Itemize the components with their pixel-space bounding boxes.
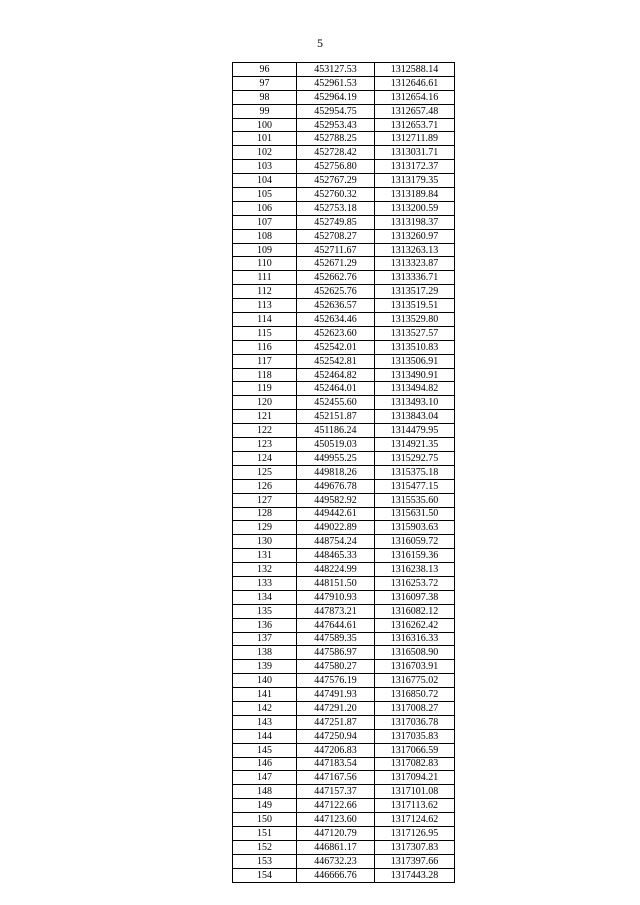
x-coordinate-cell: 447491.93 <box>297 688 375 702</box>
y-coordinate-cell: 1316238.13 <box>375 563 455 577</box>
table-row <box>233 632 455 646</box>
point-number-cell: 123 <box>233 438 297 452</box>
x-coordinate-cell: 449676.78 <box>297 479 375 493</box>
table-row <box>233 646 455 660</box>
table-row <box>233 354 455 368</box>
y-coordinate-cell: 1313172.37 <box>375 160 455 174</box>
coordinates-table <box>232 62 455 883</box>
y-coordinate-cell: 1317443.28 <box>375 868 455 882</box>
table-row <box>233 438 455 452</box>
x-coordinate-cell: 449818.26 <box>297 465 375 479</box>
point-number-cell: 143 <box>233 715 297 729</box>
y-coordinate-cell: 1315292.75 <box>375 451 455 465</box>
y-coordinate-cell: 1313200.59 <box>375 201 455 215</box>
x-coordinate-cell: 446666.76 <box>297 868 375 882</box>
table-row <box>233 451 455 465</box>
table-row <box>233 688 455 702</box>
point-number-cell: 106 <box>233 201 297 215</box>
table-row <box>233 771 455 785</box>
y-coordinate-cell: 1317094.21 <box>375 771 455 785</box>
y-coordinate-cell: 1317082.83 <box>375 757 455 771</box>
x-coordinate-cell: 452464.82 <box>297 368 375 382</box>
x-coordinate-cell: 452464.01 <box>297 382 375 396</box>
point-number-cell: 131 <box>233 549 297 563</box>
point-number-cell: 112 <box>233 285 297 299</box>
point-number-cell: 101 <box>233 132 297 146</box>
point-number-cell: 107 <box>233 215 297 229</box>
y-coordinate-cell: 1316082.12 <box>375 604 455 618</box>
x-coordinate-cell: 452671.29 <box>297 257 375 271</box>
y-coordinate-cell: 1312711.89 <box>375 132 455 146</box>
x-coordinate-cell: 447120.79 <box>297 826 375 840</box>
table-row <box>233 674 455 688</box>
point-number-cell: 98 <box>233 90 297 104</box>
point-number-cell: 96 <box>233 63 297 77</box>
y-coordinate-cell: 1315375.18 <box>375 465 455 479</box>
point-number-cell: 117 <box>233 354 297 368</box>
x-coordinate-cell: 447910.93 <box>297 590 375 604</box>
x-coordinate-cell: 452623.60 <box>297 326 375 340</box>
y-coordinate-cell: 1314921.35 <box>375 438 455 452</box>
y-coordinate-cell: 1313506.91 <box>375 354 455 368</box>
x-coordinate-cell: 447183.54 <box>297 757 375 771</box>
table-row <box>233 285 455 299</box>
y-coordinate-cell: 1313494.82 <box>375 382 455 396</box>
x-coordinate-cell: 447123.60 <box>297 813 375 827</box>
point-number-cell: 133 <box>233 576 297 590</box>
table-row <box>233 271 455 285</box>
x-coordinate-cell: 447291.20 <box>297 701 375 715</box>
table-row <box>233 785 455 799</box>
point-number-cell: 119 <box>233 382 297 396</box>
x-coordinate-cell: 452625.76 <box>297 285 375 299</box>
point-number-cell: 150 <box>233 813 297 827</box>
point-number-cell: 105 <box>233 188 297 202</box>
table-row <box>233 618 455 632</box>
y-coordinate-cell: 1317397.66 <box>375 854 455 868</box>
y-coordinate-cell: 1316508.90 <box>375 646 455 660</box>
y-coordinate-cell: 1315477.15 <box>375 479 455 493</box>
y-coordinate-cell: 1316262.42 <box>375 618 455 632</box>
y-coordinate-cell: 1313263.13 <box>375 243 455 257</box>
y-coordinate-cell: 1313843.04 <box>375 410 455 424</box>
y-coordinate-cell: 1313189.84 <box>375 188 455 202</box>
point-number-cell: 113 <box>233 299 297 313</box>
x-coordinate-cell: 452636.57 <box>297 299 375 313</box>
point-number-cell: 130 <box>233 535 297 549</box>
y-coordinate-cell: 1317035.83 <box>375 729 455 743</box>
table-row <box>233 90 455 104</box>
x-coordinate-cell: 447576.19 <box>297 674 375 688</box>
point-number-cell: 144 <box>233 729 297 743</box>
y-coordinate-cell: 1315631.50 <box>375 507 455 521</box>
point-number-cell: 118 <box>233 368 297 382</box>
point-number-cell: 135 <box>233 604 297 618</box>
point-number-cell: 115 <box>233 326 297 340</box>
table-row <box>233 799 455 813</box>
point-number-cell: 132 <box>233 563 297 577</box>
point-number-cell: 137 <box>233 632 297 646</box>
coordinates-table-body <box>233 63 455 883</box>
x-coordinate-cell: 449022.89 <box>297 521 375 535</box>
y-coordinate-cell: 1316850.72 <box>375 688 455 702</box>
x-coordinate-cell: 450519.03 <box>297 438 375 452</box>
y-coordinate-cell: 1316775.02 <box>375 674 455 688</box>
x-coordinate-cell: 448754.24 <box>297 535 375 549</box>
x-coordinate-cell: 452708.27 <box>297 229 375 243</box>
table-row <box>233 590 455 604</box>
y-coordinate-cell: 1315535.60 <box>375 493 455 507</box>
y-coordinate-cell: 1312653.71 <box>375 118 455 132</box>
table-row <box>233 813 455 827</box>
table-row <box>233 701 455 715</box>
x-coordinate-cell: 452542.01 <box>297 340 375 354</box>
y-coordinate-cell: 1312588.14 <box>375 63 455 77</box>
point-number-cell: 122 <box>233 424 297 438</box>
point-number-cell: 104 <box>233 174 297 188</box>
y-coordinate-cell: 1317008.27 <box>375 701 455 715</box>
point-number-cell: 121 <box>233 410 297 424</box>
table-row <box>233 215 455 229</box>
x-coordinate-cell: 449955.25 <box>297 451 375 465</box>
table-row <box>233 549 455 563</box>
point-number-cell: 139 <box>233 660 297 674</box>
x-coordinate-cell: 447251.87 <box>297 715 375 729</box>
x-coordinate-cell: 447206.83 <box>297 743 375 757</box>
page-number: 5 <box>317 36 323 50</box>
table-row <box>233 63 455 77</box>
x-coordinate-cell: 452542.81 <box>297 354 375 368</box>
x-coordinate-cell: 452756.80 <box>297 160 375 174</box>
y-coordinate-cell: 1316097.38 <box>375 590 455 604</box>
table-row <box>233 743 455 757</box>
table-row <box>233 76 455 90</box>
point-number-cell: 126 <box>233 479 297 493</box>
table-row <box>233 604 455 618</box>
y-coordinate-cell: 1313323.87 <box>375 257 455 271</box>
point-number-cell: 127 <box>233 493 297 507</box>
x-coordinate-cell: 452455.60 <box>297 396 375 410</box>
y-coordinate-cell: 1312657.48 <box>375 104 455 118</box>
x-coordinate-cell: 452151.87 <box>297 410 375 424</box>
y-coordinate-cell: 1317066.59 <box>375 743 455 757</box>
table-row <box>233 826 455 840</box>
y-coordinate-cell: 1316316.33 <box>375 632 455 646</box>
x-coordinate-cell: 452749.85 <box>297 215 375 229</box>
table-row <box>233 299 455 313</box>
x-coordinate-cell: 446732.23 <box>297 854 375 868</box>
point-number-cell: 145 <box>233 743 297 757</box>
y-coordinate-cell: 1313490.91 <box>375 368 455 382</box>
point-number-cell: 153 <box>233 854 297 868</box>
table-row <box>233 174 455 188</box>
y-coordinate-cell: 1317307.83 <box>375 840 455 854</box>
table-row <box>233 660 455 674</box>
table-row <box>233 465 455 479</box>
table-row <box>233 146 455 160</box>
table-row <box>233 118 455 132</box>
x-coordinate-cell: 447157.37 <box>297 785 375 799</box>
y-coordinate-cell: 1317101.08 <box>375 785 455 799</box>
point-number-cell: 151 <box>233 826 297 840</box>
y-coordinate-cell: 1315903.63 <box>375 521 455 535</box>
y-coordinate-cell: 1312654.16 <box>375 90 455 104</box>
x-coordinate-cell: 451186.24 <box>297 424 375 438</box>
y-coordinate-cell: 1313529.80 <box>375 313 455 327</box>
x-coordinate-cell: 446861.17 <box>297 840 375 854</box>
y-coordinate-cell: 1313527.57 <box>375 326 455 340</box>
y-coordinate-cell: 1314479.95 <box>375 424 455 438</box>
table-row <box>233 313 455 327</box>
table-row <box>233 757 455 771</box>
table-row <box>233 368 455 382</box>
table-row <box>233 535 455 549</box>
x-coordinate-cell: 447873.21 <box>297 604 375 618</box>
x-coordinate-cell: 452788.25 <box>297 132 375 146</box>
point-number-cell: 142 <box>233 701 297 715</box>
table-row <box>233 410 455 424</box>
y-coordinate-cell: 1313260.97 <box>375 229 455 243</box>
table-row <box>233 243 455 257</box>
y-coordinate-cell: 1313493.10 <box>375 396 455 410</box>
x-coordinate-cell: 452760.32 <box>297 188 375 202</box>
point-number-cell: 147 <box>233 771 297 785</box>
table-row <box>233 840 455 854</box>
table-row <box>233 576 455 590</box>
point-number-cell: 116 <box>233 340 297 354</box>
table-row <box>233 396 455 410</box>
x-coordinate-cell: 452634.46 <box>297 313 375 327</box>
table-row <box>233 854 455 868</box>
point-number-cell: 125 <box>233 465 297 479</box>
x-coordinate-cell: 449442.61 <box>297 507 375 521</box>
point-number-cell: 114 <box>233 313 297 327</box>
y-coordinate-cell: 1313198.37 <box>375 215 455 229</box>
x-coordinate-cell: 447122.66 <box>297 799 375 813</box>
y-coordinate-cell: 1313519.51 <box>375 299 455 313</box>
x-coordinate-cell: 449582.92 <box>297 493 375 507</box>
point-number-cell: 140 <box>233 674 297 688</box>
x-coordinate-cell: 452954.75 <box>297 104 375 118</box>
table-row <box>233 868 455 882</box>
y-coordinate-cell: 1313031.71 <box>375 146 455 160</box>
x-coordinate-cell: 447586.97 <box>297 646 375 660</box>
x-coordinate-cell: 452767.29 <box>297 174 375 188</box>
y-coordinate-cell: 1313510.83 <box>375 340 455 354</box>
point-number-cell: 149 <box>233 799 297 813</box>
point-number-cell: 138 <box>233 646 297 660</box>
y-coordinate-cell: 1312646.61 <box>375 76 455 90</box>
table-row <box>233 132 455 146</box>
point-number-cell: 97 <box>233 76 297 90</box>
point-number-cell: 136 <box>233 618 297 632</box>
point-number-cell: 141 <box>233 688 297 702</box>
y-coordinate-cell: 1316159.36 <box>375 549 455 563</box>
point-number-cell: 110 <box>233 257 297 271</box>
y-coordinate-cell: 1316253.72 <box>375 576 455 590</box>
y-coordinate-cell: 1317126.95 <box>375 826 455 840</box>
point-number-cell: 99 <box>233 104 297 118</box>
table-row <box>233 340 455 354</box>
table-row <box>233 160 455 174</box>
x-coordinate-cell: 452964.19 <box>297 90 375 104</box>
table-row <box>233 563 455 577</box>
y-coordinate-cell: 1316059.72 <box>375 535 455 549</box>
y-coordinate-cell: 1317036.78 <box>375 715 455 729</box>
x-coordinate-cell: 452753.18 <box>297 201 375 215</box>
table-row <box>233 729 455 743</box>
point-number-cell: 152 <box>233 840 297 854</box>
point-number-cell: 103 <box>233 160 297 174</box>
y-coordinate-cell: 1317124.62 <box>375 813 455 827</box>
point-number-cell: 134 <box>233 590 297 604</box>
table-row <box>233 326 455 340</box>
x-coordinate-cell: 447580.27 <box>297 660 375 674</box>
y-coordinate-cell: 1316703.91 <box>375 660 455 674</box>
y-coordinate-cell: 1313336.71 <box>375 271 455 285</box>
point-number-cell: 146 <box>233 757 297 771</box>
x-coordinate-cell: 448151.50 <box>297 576 375 590</box>
table-row <box>233 104 455 118</box>
table-row <box>233 479 455 493</box>
point-number-cell: 111 <box>233 271 297 285</box>
point-number-cell: 154 <box>233 868 297 882</box>
table-row <box>233 715 455 729</box>
table-row <box>233 424 455 438</box>
table-row <box>233 507 455 521</box>
x-coordinate-cell: 452711.67 <box>297 243 375 257</box>
y-coordinate-cell: 1317113.62 <box>375 799 455 813</box>
point-number-cell: 100 <box>233 118 297 132</box>
x-coordinate-cell: 448224.99 <box>297 563 375 577</box>
table-row <box>233 229 455 243</box>
point-number-cell: 128 <box>233 507 297 521</box>
y-coordinate-cell: 1313179.35 <box>375 174 455 188</box>
point-number-cell: 102 <box>233 146 297 160</box>
x-coordinate-cell: 448465.33 <box>297 549 375 563</box>
point-number-cell: 120 <box>233 396 297 410</box>
x-coordinate-cell: 452961.53 <box>297 76 375 90</box>
x-coordinate-cell: 447644.61 <box>297 618 375 632</box>
x-coordinate-cell: 447589.35 <box>297 632 375 646</box>
x-coordinate-cell: 453127.53 <box>297 63 375 77</box>
x-coordinate-cell: 452728.42 <box>297 146 375 160</box>
point-number-cell: 148 <box>233 785 297 799</box>
point-number-cell: 129 <box>233 521 297 535</box>
table-row <box>233 188 455 202</box>
table-row <box>233 493 455 507</box>
point-number-cell: 109 <box>233 243 297 257</box>
point-number-cell: 108 <box>233 229 297 243</box>
table-row <box>233 201 455 215</box>
x-coordinate-cell: 447250.94 <box>297 729 375 743</box>
x-coordinate-cell: 447167.56 <box>297 771 375 785</box>
x-coordinate-cell: 452662.76 <box>297 271 375 285</box>
table-row <box>233 382 455 396</box>
y-coordinate-cell: 1313517.29 <box>375 285 455 299</box>
x-coordinate-cell: 452953.43 <box>297 118 375 132</box>
point-number-cell: 124 <box>233 451 297 465</box>
table-row <box>233 521 455 535</box>
table-row <box>233 257 455 271</box>
